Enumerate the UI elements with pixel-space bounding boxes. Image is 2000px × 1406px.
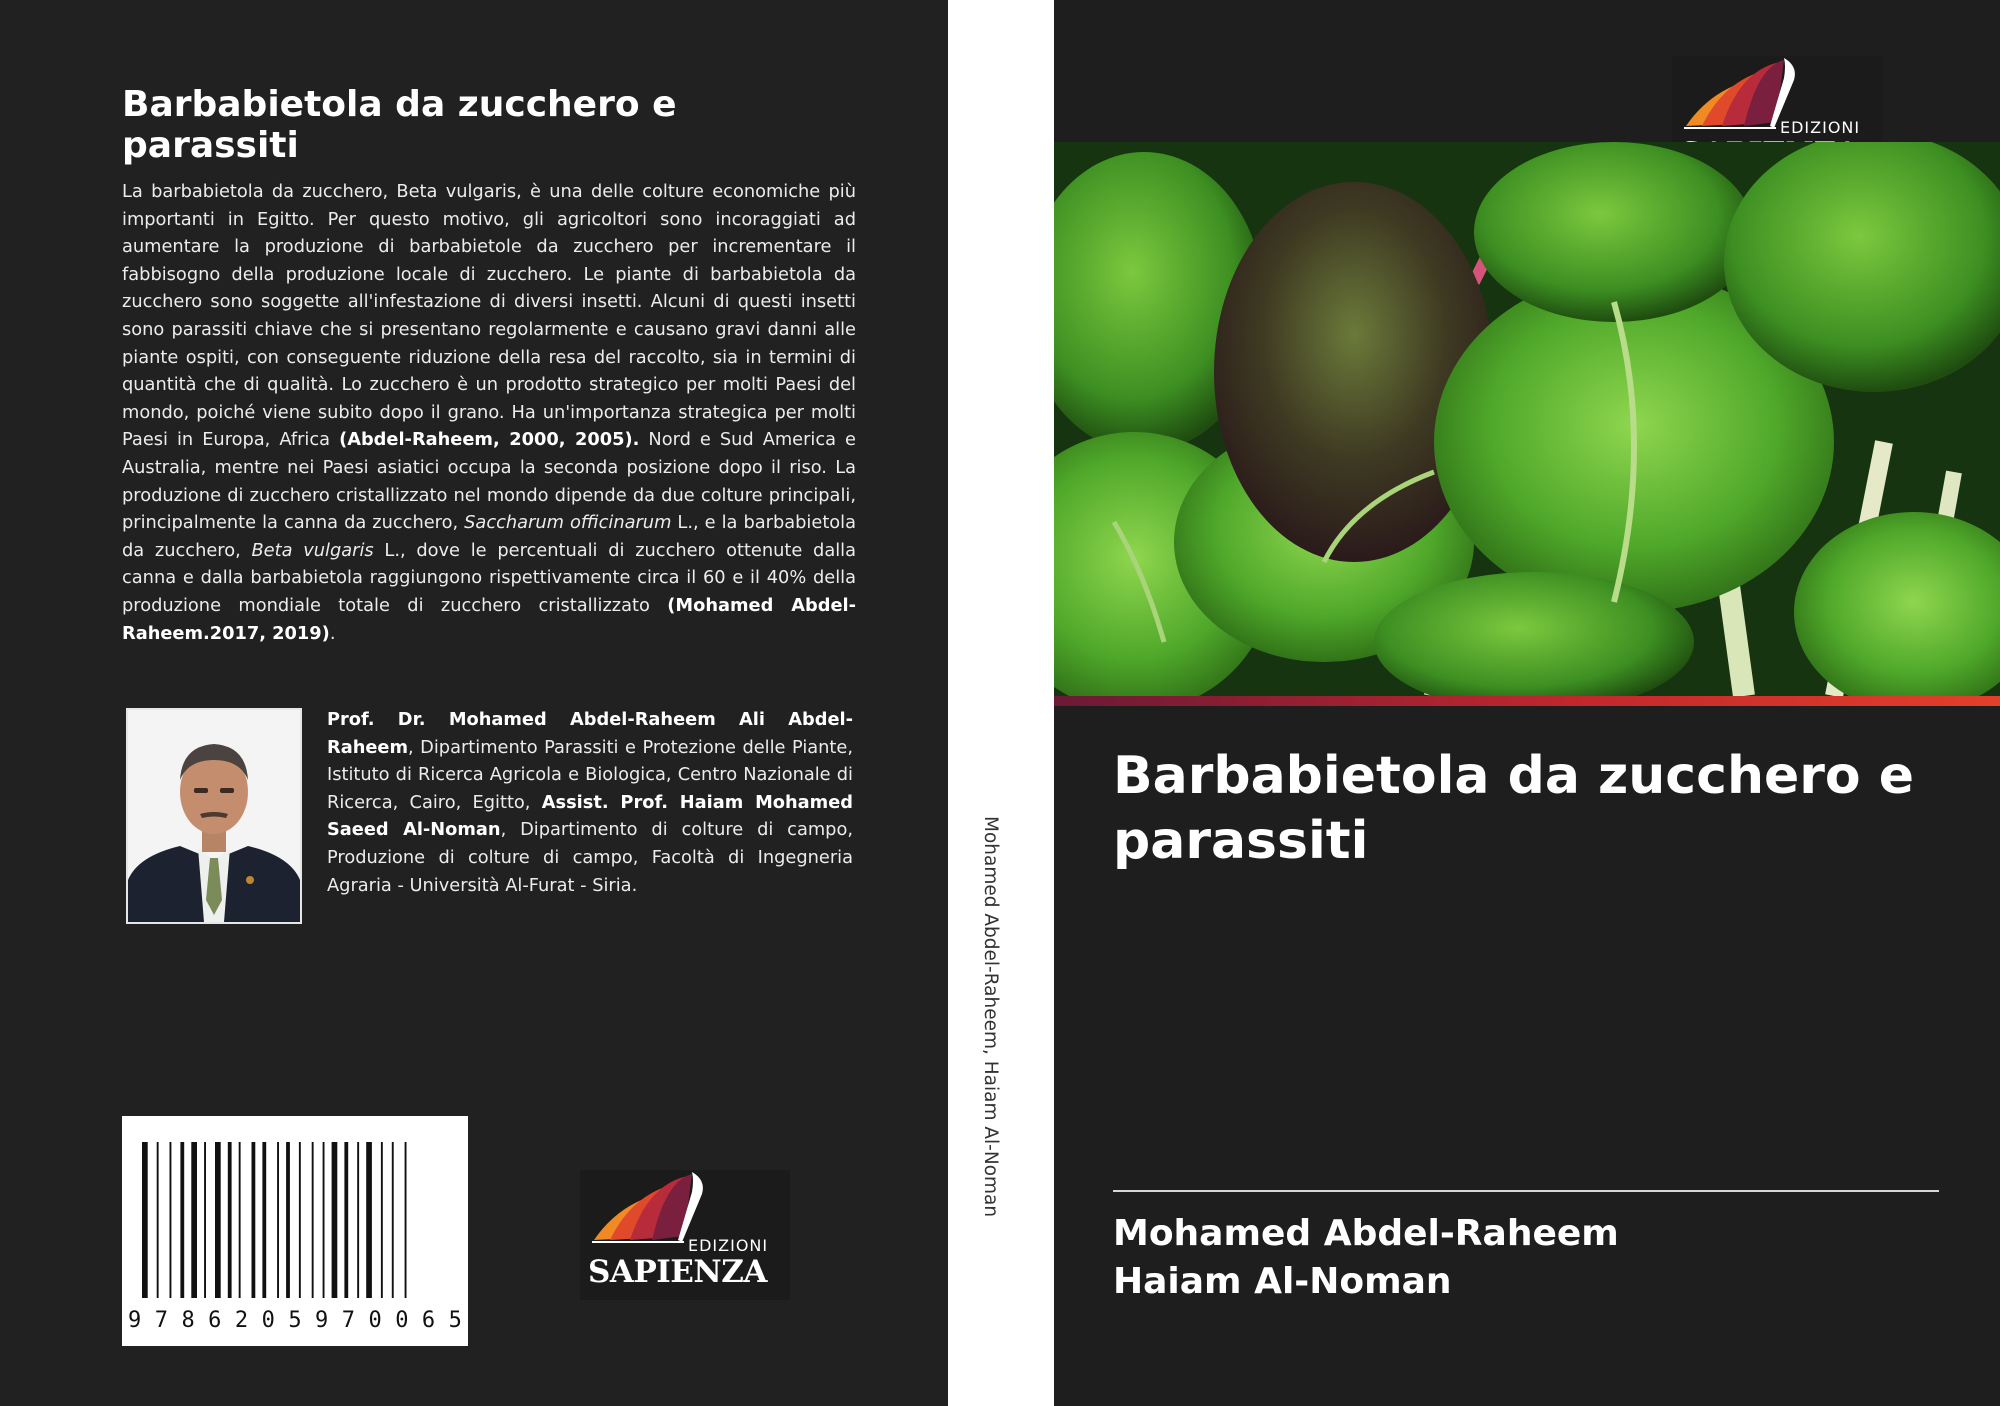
- isbn-digit: 7: [341, 1308, 355, 1333]
- book-spine: [948, 0, 1054, 1406]
- blurb-run: Saccharum officinarum: [464, 512, 672, 534]
- author-photo: [126, 708, 302, 924]
- barcode-bar: [312, 1142, 314, 1298]
- barcode-bar: [381, 1142, 383, 1298]
- barcode-bar: [286, 1142, 290, 1298]
- isbn-digit: 9: [128, 1308, 142, 1333]
- publisher-edizioni: EDIZIONI: [1780, 118, 1861, 137]
- back-cover-blurb: [122, 178, 856, 647]
- isbn-digit: 8: [181, 1308, 195, 1333]
- barcode-bar: [228, 1142, 232, 1298]
- barcode-bar: [215, 1142, 221, 1298]
- barcode-bar: [323, 1142, 325, 1298]
- author-bio: [327, 706, 853, 899]
- isbn-digit: 6: [208, 1308, 222, 1333]
- barcode-bar: [170, 1142, 172, 1298]
- author-bio-run: , Dipartimento di colture di campo, Produzione di colture di campo, Facoltà di Ingegneria Agraria - Università Al-Furat - Siria.: [327, 819, 853, 896]
- blurb-run: La barbabietola da zucchero, Beta vulgaris, è una delle colture economiche più importanti in Egitto. Per questo motivo, gli agricoltori sono incoraggiati ad aumentare la produzione di barbabietole da zucchero per incrementare il fabbisogno della produzione locale di zucchero. Le piante di barbabietola da zucchero sono soggette all'infestazione di diversi insetti. Alcuni di questi insetti sono parassiti chiave che si presentano regolarmente e causano gravi danni alle piante ospiti, con conseguente riduzione della resa del raccolto, sia in termini di quantità che di qualità. Lo zucchero è un prodotto strategico per molti Paesi del mondo, poiché viene subito dopo il grano. Ha un'importanza strategica per molti Paesi in Europa, Africa: [122, 181, 856, 451]
- barcode-bar: [392, 1142, 394, 1298]
- blurb-run: L., e la barbabietola da zucchero,: [122, 512, 857, 561]
- barcode-bar: [180, 1142, 184, 1298]
- isbn-barcode: [122, 1116, 468, 1346]
- author-portrait-image: [128, 710, 300, 922]
- barcode-bar: [157, 1142, 159, 1298]
- barcode-bar: [191, 1142, 197, 1298]
- isbn-digit: 0: [261, 1308, 275, 1333]
- chard-leaves-image: [1054, 142, 2000, 696]
- barcode-bar: [277, 1142, 279, 1298]
- isbn-digit: 2: [234, 1308, 249, 1333]
- barcode-bar: [366, 1142, 372, 1298]
- barcode-bar: [239, 1142, 241, 1298]
- isbn-digit: 0: [368, 1308, 382, 1333]
- author-bio-run: , Dipartimento Parassiti e Protezione delle Piante, Istituto di Ricerca Agricola e Biologica, Centro Nazionale di Ricerca, Cairo, Egitto,: [327, 736, 853, 813]
- front-cover-title: Barbabietola da zucchero e parassiti: [1113, 746, 1914, 871]
- back-cover-title: Barbabietola da zucchero e parassiti: [122, 84, 677, 166]
- front-author-name: Haiam Al-Noman: [1113, 1261, 1452, 1302]
- publisher-edizioni: EDIZIONI: [688, 1236, 769, 1255]
- barcode-bar: [357, 1142, 359, 1298]
- author-bio-run: Prof. Dr. Mohamed Abdel-Raheem Ali Abdel-Raheem: [327, 709, 853, 758]
- front-divider: [1113, 1190, 1939, 1192]
- barcode-bar: [299, 1142, 301, 1298]
- blurb-run: Nord e Sud America e Australia, mentre nei Paesi asiatici occupa la seconda posizione dopo il riso. La produzione di zucchero cristallizzato nel mondo dipende da due colture principali, principalmente la canna da zucchero,: [122, 429, 856, 534]
- spine-authors: Mohamed Abdel-Raheem, Haiam Al-Noman: [980, 816, 1001, 1218]
- isbn-number: [128, 1308, 462, 1333]
- blurb-run: .: [329, 622, 336, 644]
- blurb-run: (Abdel-Raheem, 2000, 2005).: [339, 429, 640, 451]
- isbn-digit: 6: [421, 1308, 436, 1333]
- blurb-run: (Mohamed Abdel-Raheem.2017, 2019): [122, 594, 857, 644]
- isbn-digit: 0: [395, 1308, 409, 1333]
- blurb-run: Beta vulgaris: [251, 539, 374, 561]
- barcode-bars: [122, 1116, 468, 1308]
- blurb-run: L., dove le percentuali di zucchero ottenute dalla canna e dalla barbabietola raggiungono rispettivamente circa il 60 e il 40% della produzione mondiale totale di zucchero cristallizzato: [122, 539, 857, 616]
- barcode-bar: [252, 1142, 256, 1298]
- front-authors: [1113, 1210, 1619, 1306]
- barcode-bar: [405, 1142, 407, 1298]
- isbn-digit: 9: [315, 1308, 329, 1333]
- publisher-logo-back: [580, 1170, 790, 1300]
- publisher-name: SAPIENZA: [588, 1254, 767, 1290]
- barcode-bar: [142, 1142, 148, 1298]
- barcode-bar: [262, 1142, 266, 1298]
- cover-color-band: [1054, 696, 2000, 706]
- isbn-digit: 7: [154, 1308, 168, 1333]
- barcode-bar: [344, 1142, 348, 1298]
- front-author-name: Mohamed Abdel-Raheem: [1113, 1213, 1619, 1254]
- barcode-bar: [332, 1142, 338, 1298]
- isbn-digit: 5: [288, 1308, 302, 1333]
- cover-photo-chard-leaves: [1054, 142, 2000, 696]
- barcode-bar: [204, 1142, 206, 1298]
- author-bio-run: Assist. Prof. Haiam Mohamed Saeed Al-Noman: [327, 791, 853, 841]
- isbn-digit: 5: [448, 1308, 462, 1333]
